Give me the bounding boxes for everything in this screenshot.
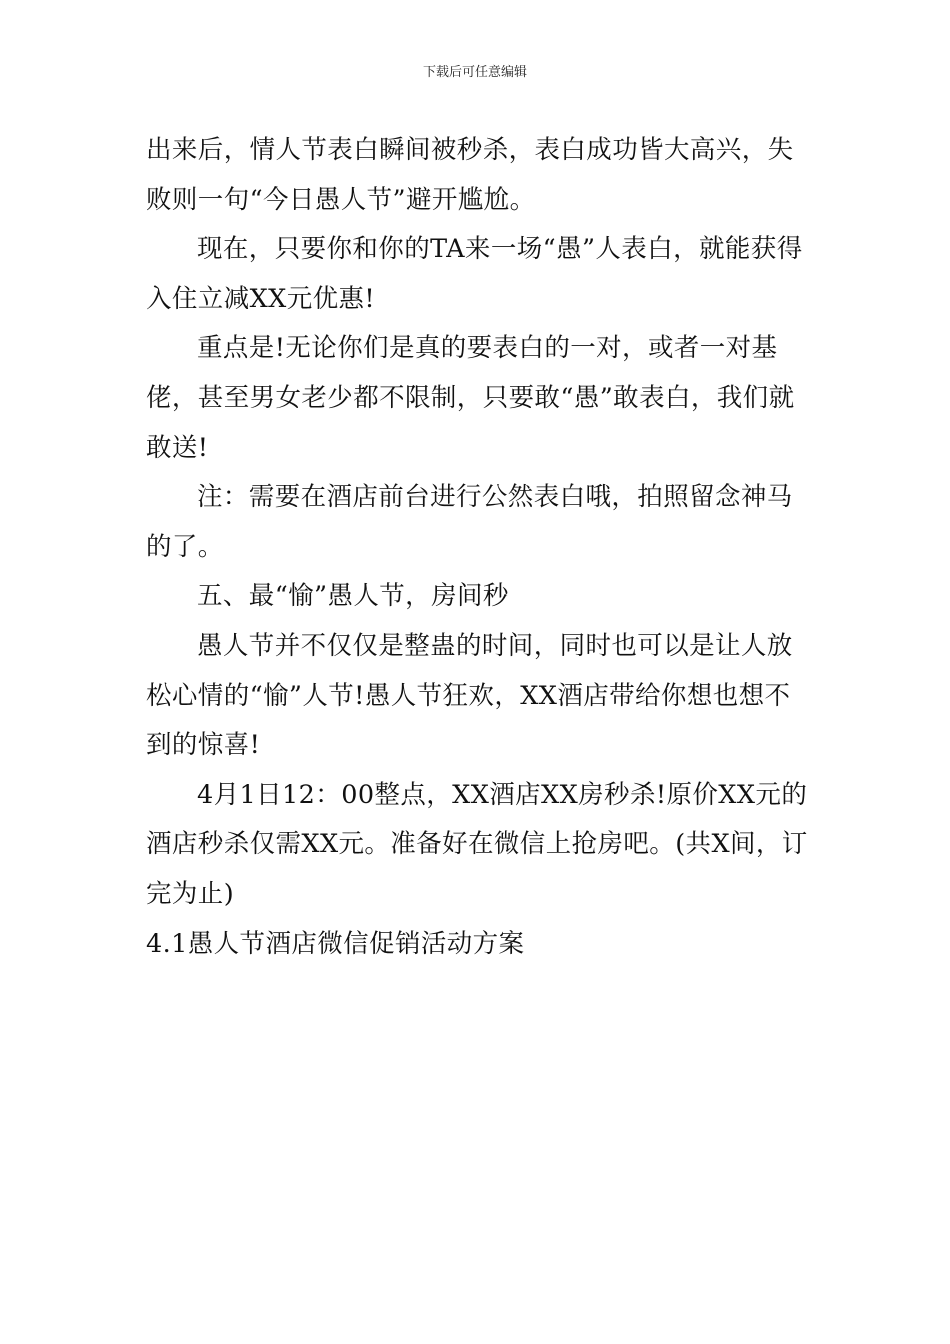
page-header: 下载后可任意编辑 [422,65,527,80]
paragraph-flash-sale: 4月1日12：00整点，XX酒店XX房秒杀!原价XX元的酒店秒杀仅需XX元。准备好在微信上抢房吧。(共X间，订完为止) [146,779,808,909]
paragraph-note: 注：需要在酒店前台进行公然表白哦，拍照留念神马的了。 [146,482,793,562]
paragraph-discount-offer: 现在，只要你和你的TA来一场“愚”人表白，就能获得入住立减XX元优惠! [146,234,803,314]
paragraph-confession-intro: 出来后，情人节表白瞬间被秒杀，表白成功皆大高兴，失败则一句“今日愚人节”避开尴尬。 [146,135,794,215]
document-footer-title: 4.1愚人节酒店微信促销活动方案 [146,928,525,959]
document-body [146,126,810,969]
paragraph-april-fools-surprise: 愚人节并不仅仅是整蛊的时间，同时也可以是让人放松心情的“愉”人节!愚人节狂欢，XX酒店带给你想也想不到的惊喜! [146,630,793,761]
section-heading-five: 五、最“愉”愚人节，房间秒 [197,581,509,612]
paragraph-no-restrictions: 重点是!无论你们是真的要表白的一对，或者一对基佬，甚至男女老少都不限制，只要敢“愚”敢表白，我们就敢送! [146,333,795,463]
